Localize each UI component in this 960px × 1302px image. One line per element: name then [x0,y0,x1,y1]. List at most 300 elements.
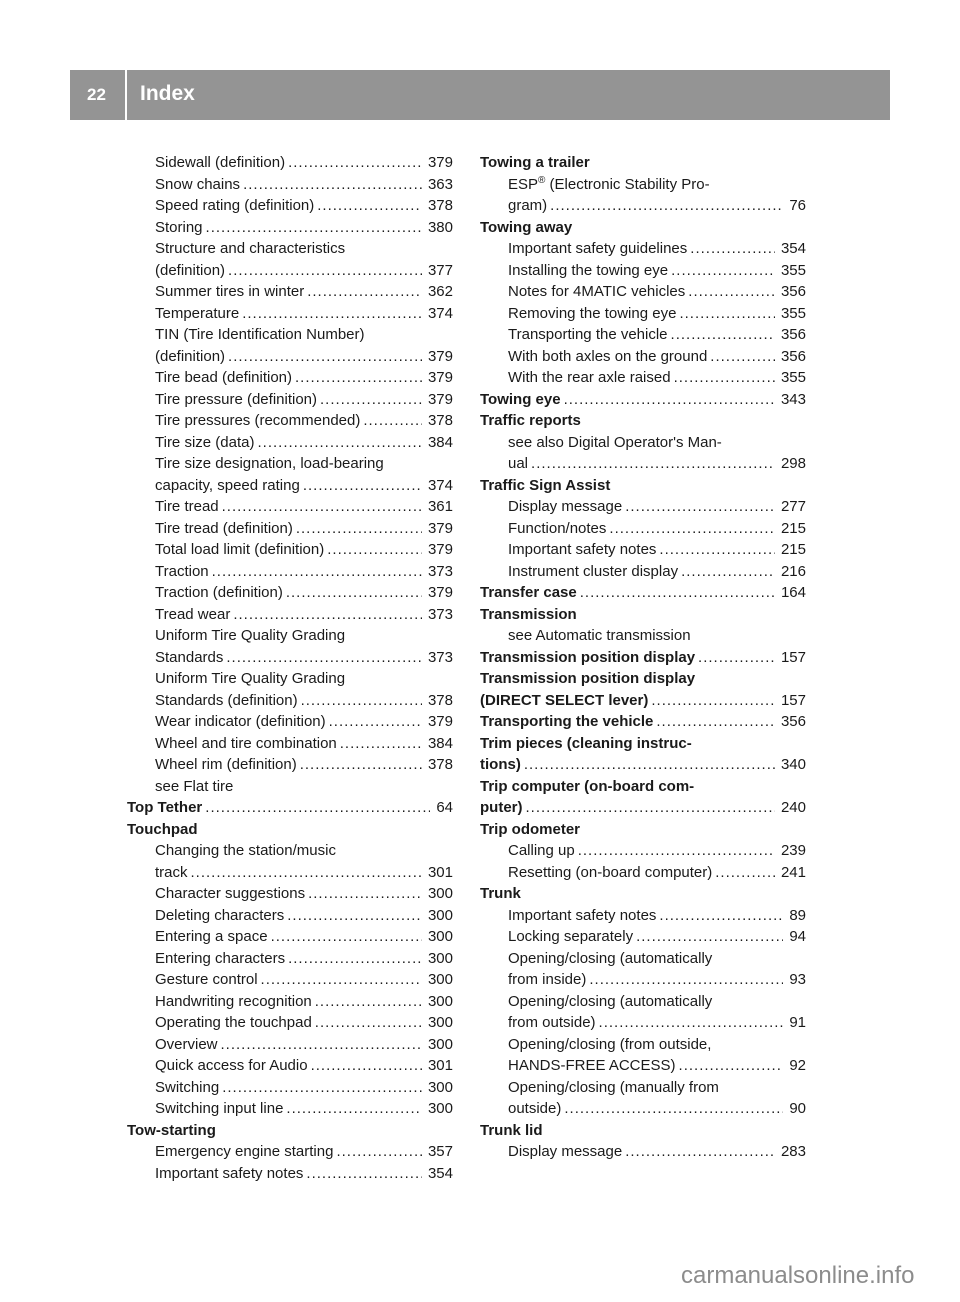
index-heading [480,733,806,755]
index-entry [480,539,806,561]
page-reference[interactable]: 300 [427,906,453,924]
entry-text-group [155,152,285,174]
entry-text-group [480,819,580,841]
index-heading [480,389,806,411]
page-reference[interactable]: 240 [780,799,806,816]
index-entry [127,496,453,518]
page-reference[interactable]: 379 [427,369,453,386]
page-reference[interactable]: 340 [780,756,806,773]
entry-text: Transmission position display [480,648,696,666]
entry-text: track [155,863,188,881]
entry-text-group [155,174,240,196]
dot-leader [710,346,775,368]
index-heading [480,711,806,733]
index-entry [480,174,806,196]
entry-text: (definition) [155,261,226,279]
page-reference[interactable]: 356 [780,326,806,343]
page-reference[interactable]: 355 [780,304,806,322]
index-entry [127,1163,453,1185]
page-reference[interactable]: 384 [427,433,453,451]
index-entry [127,862,453,884]
page-reference[interactable]: 361 [427,498,453,515]
dot-leader [690,238,775,260]
entry-text-group [480,754,521,776]
entry-text-group [155,432,254,454]
index-entry [480,260,806,282]
entry-text: Instrument cluster display [508,562,679,580]
index-entry [127,475,453,497]
index-heading [480,668,806,690]
entry-text: see also Digital Operator's Man- [508,433,722,451]
index-entry [480,1055,806,1077]
entry-text: Uniform Tire Quality Grading [155,627,346,644]
page-reference[interactable]: 89 [789,906,806,924]
dot-leader [228,346,422,368]
dot-leader [625,1141,775,1163]
entry-text-group [155,453,384,475]
entry-text-group [480,582,577,604]
entry-text: Important safety notes [508,541,657,558]
page-reference[interactable]: 239 [780,842,806,859]
index-column-right [480,152,806,1163]
entry-text-group [508,905,656,927]
page-reference[interactable]: 277 [780,498,806,515]
entry-text-group [155,1098,283,1120]
page-reference[interactable]: 378 [427,197,453,214]
dot-leader [300,754,422,776]
entry-text-group [155,475,300,497]
page-reference[interactable]: 378 [427,691,453,709]
index-heading [480,604,806,626]
page-reference[interactable]: 380 [427,218,453,236]
dot-leader [651,690,775,712]
index-entry [127,668,453,690]
page-reference[interactable]: 357 [427,1143,453,1160]
entry-text: outside) [508,1100,562,1117]
entry-text-group [508,432,722,454]
page-reference[interactable]: 298 [780,455,806,472]
dot-leader [261,969,422,991]
entry-text-group [155,754,297,776]
page-reference[interactable]: 157 [780,648,806,666]
entry-text: Standards [155,648,224,666]
page-reference[interactable]: 94 [789,928,806,945]
entry-text-group [508,625,691,647]
entry-text: Temperature [155,304,240,322]
dot-leader [674,367,775,389]
index-entry [480,303,806,325]
dot-leader [564,1098,783,1120]
entry-text-group [155,625,345,647]
dot-leader [317,195,422,217]
page-reference[interactable]: 241 [780,863,806,881]
index-entry [127,754,453,776]
entry-text: (Electronic Stability Pro- [545,175,710,193]
entry-text-group [155,303,239,325]
entry-text: (DIRECT SELECT lever) [480,691,649,709]
index-entry [127,453,453,475]
entry-text: Towing a trailer [480,154,590,171]
entry-text: from inside) [508,971,587,988]
dot-leader [656,711,775,733]
entry-text: Tow-starting [127,1121,216,1139]
index-entry [127,174,453,196]
entry-text-group [155,582,283,604]
index-heading [480,1120,806,1142]
dot-leader [286,1098,422,1120]
dot-leader [288,948,422,970]
dot-leader [306,1163,422,1185]
page-reference[interactable]: 301 [427,1057,453,1074]
entry-text-group [508,1098,561,1120]
entry-text-group [480,668,695,690]
page-reference[interactable]: 379 [427,347,453,365]
entry-text-group [155,969,258,991]
entry-text-group [155,518,293,540]
watermark: carmanualsonline.info [681,1262,915,1289]
entry-text: Opening/closing (automatically [508,992,713,1010]
index-entry [127,238,453,260]
dot-leader [671,260,775,282]
entry-text-group [508,969,586,991]
entry-text: Important safety notes [508,906,657,924]
dot-leader [296,518,422,540]
entry-text: Traffic Sign Assist [480,476,611,494]
page-reference[interactable]: 356 [780,713,806,730]
entry-text: Trunk [480,885,521,902]
index-entry [480,238,806,260]
index-entry [127,346,453,368]
index-entry [480,367,806,389]
index-entry [127,152,453,174]
entry-text: tions) [480,756,521,773]
dot-leader [589,969,783,991]
page-reference[interactable]: 379 [427,390,453,408]
entry-text-group [155,840,336,862]
entry-text-group [155,668,345,690]
page-reference[interactable]: 164 [780,584,806,601]
entry-text: Switching input line [155,1100,284,1117]
index-entry [127,281,453,303]
dot-leader [599,1012,784,1034]
entry-text: Trim pieces (cleaning instruc- [480,734,692,752]
entry-text-group [155,346,225,368]
dot-leader [659,905,783,927]
entry-text: (definition) [155,347,226,365]
entry-text-group [508,1034,711,1056]
page-reference[interactable]: 373 [427,562,453,580]
index-entry [480,346,806,368]
page-reference[interactable]: 379 [427,519,453,537]
page-reference[interactable]: 300 [427,1078,453,1096]
index-entry [127,991,453,1013]
entry-text-group [155,238,345,260]
entry-text: Snow chains [155,175,241,193]
dot-leader [688,281,775,303]
index-entry [480,496,806,518]
dot-leader [311,1055,422,1077]
page-reference[interactable]: 374 [427,476,453,494]
entry-text: Storing [155,218,203,236]
page-reference[interactable]: 379 [427,713,453,730]
page-reference[interactable]: 362 [427,283,453,300]
entry-text-group [155,1141,333,1163]
dot-leader [226,647,422,669]
entry-text: Entering characters [155,949,286,967]
dot-leader [257,432,421,454]
entry-text-group [155,733,337,755]
page-reference[interactable]: 378 [427,412,453,429]
index-entry [127,410,453,432]
entry-text: Notes for 4MATIC vehicles [508,283,686,300]
entry-text-group [480,217,572,239]
page-reference[interactable]: 300 [427,1035,453,1053]
entry-text: Character suggestions [155,885,306,902]
dot-leader [222,496,422,518]
page-reference[interactable]: 379 [427,541,453,558]
dot-leader [578,840,775,862]
index-heading [480,819,806,841]
entry-text-group [155,1012,312,1034]
entry-text: With both axles on the ground [508,347,708,365]
page-reference[interactable]: 300 [427,885,453,902]
page-reference[interactable]: 374 [427,304,453,322]
entry-text-group [155,883,305,905]
index-entry [127,840,453,862]
entry-text-group [155,1077,219,1099]
page-reference[interactable]: 92 [789,1057,806,1074]
dot-leader [287,905,422,927]
dot-leader [636,926,783,948]
entry-text-group [508,1141,622,1163]
entry-text-group [508,281,685,303]
entry-text: Wheel rim (definition) [155,756,297,773]
index-entry [127,1055,453,1077]
entry-text: Tire bead (definition) [155,369,293,386]
entry-text: Important safety notes [155,1164,304,1182]
page-reference[interactable]: 384 [427,734,453,752]
dot-leader [329,711,422,733]
entry-text: Opening/closing (from outside, [508,1035,712,1053]
index-entry [127,625,453,647]
dot-leader [564,389,775,411]
entry-text: Opening/closing (manually from [508,1078,719,1096]
entry-text: Changing the station/music [155,842,336,859]
entry-text-group [508,840,575,862]
entry-text: ESP [508,175,539,193]
page-reference[interactable]: 373 [427,605,453,623]
dot-leader [233,604,422,626]
page-reference[interactable]: 354 [427,1164,453,1182]
index-entry [480,1012,806,1034]
page-reference[interactable]: 283 [780,1143,806,1160]
dot-leader [681,561,775,583]
entry-text: Towing away [480,218,573,236]
entry-text-group [155,367,292,389]
index-entry [127,733,453,755]
dot-leader [271,926,422,948]
entry-text: Transporting the vehicle [508,326,668,343]
page-reference[interactable]: 90 [789,1100,806,1117]
entry-text: Overview [155,1035,218,1053]
page-reference[interactable]: 300 [427,928,453,945]
page-reference[interactable]: 216 [780,562,806,580]
entry-text: Resetting (on-board computer) [508,863,713,881]
entry-text: Tread wear [155,605,231,623]
index-entry [480,453,806,475]
dot-leader [243,174,422,196]
page-reference[interactable]: 356 [780,347,806,365]
page-reference[interactable]: 379 [427,584,453,601]
dot-leader [301,690,422,712]
page-reference[interactable]: 300 [427,992,453,1010]
entry-text: Tire pressures (recommended) [155,412,361,429]
entry-text: Traction [155,562,209,580]
dot-leader [671,324,775,346]
page-reference[interactable]: 215 [780,541,806,558]
page-reference[interactable]: 76 [789,197,806,214]
page-reference[interactable]: 300 [427,1100,453,1117]
entry-text-group [480,152,590,174]
page-reference[interactable]: 378 [427,756,453,773]
dot-leader [286,582,422,604]
entry-text-group [480,475,610,497]
entry-text: Uniform Tire Quality Grading [155,670,346,687]
index-heading [127,1120,453,1142]
entry-text-group [508,1055,676,1077]
index-entry [127,217,453,239]
page-reference[interactable]: 379 [427,154,453,171]
entry-text-group [155,260,225,282]
page-reference[interactable]: 355 [780,261,806,279]
page-reference[interactable]: 91 [789,1014,806,1031]
entry-text-group [155,539,324,561]
index-entry [480,518,806,540]
page-reference[interactable]: 215 [780,519,806,537]
header-divider [125,70,127,120]
page-reference[interactable]: 343 [780,390,806,408]
entry-text-group [480,733,692,755]
page-reference[interactable]: 373 [427,648,453,666]
index-entry [127,604,453,626]
entry-text: Function/notes [508,519,607,537]
entry-text: With the rear axle raised [508,369,671,386]
dot-leader [531,453,775,475]
index-entry [127,539,453,561]
index-entry [480,432,806,454]
entry-text: Sidewall (definition) [155,154,286,171]
page-reference[interactable]: 356 [780,283,806,300]
page-reference[interactable]: 300 [427,1014,453,1031]
entry-text: from outside) [508,1014,596,1031]
entry-text: TIN (Tire Identification Number) [155,326,365,343]
entry-text: Operating the touchpad [155,1014,312,1031]
dot-leader [221,1034,422,1056]
index-heading [480,152,806,174]
entry-text: Tire size (data) [155,433,255,451]
page-reference[interactable]: 64 [436,799,453,816]
index-heading [480,475,806,497]
entry-text: Transmission position display [480,670,696,687]
dot-leader [526,797,775,819]
entry-text-group [155,711,326,733]
index-heading [480,690,806,712]
index-heading [480,647,806,669]
entry-text: Entering a space [155,928,268,945]
entry-text: Tire size designation, load-bearing [155,455,384,472]
index-heading [127,797,453,819]
entry-text: gram) [508,197,548,214]
entry-text-group [155,926,268,948]
page-reference[interactable]: 157 [780,691,806,709]
page-number: 22 [87,85,106,104]
page-reference[interactable]: 355 [780,369,806,386]
index-entry [480,926,806,948]
dot-leader [288,152,422,174]
entry-text: Transporting the vehicle [480,713,654,730]
dot-leader [212,561,422,583]
index-entry [127,647,453,669]
page-reference[interactable]: 93 [789,971,806,988]
page-reference[interactable]: 354 [780,240,806,257]
index-entry [127,711,453,733]
entry-text-group [155,776,233,798]
dot-leader [609,518,775,540]
page-reference[interactable]: 300 [427,971,453,988]
index-entry [127,518,453,540]
index-entry [127,1141,453,1163]
page-reference[interactable]: 301 [427,863,453,881]
dot-leader [315,991,422,1013]
page-reference[interactable]: 300 [427,949,453,967]
entry-text: see Automatic transmission [508,627,691,644]
entry-text: Total load limit (definition) [155,541,325,558]
entry-text: Installing the towing eye [508,261,669,279]
dot-leader [340,733,422,755]
index-entry [480,840,806,862]
page-reference[interactable]: 363 [427,175,453,193]
entry-text: Switching [155,1078,220,1096]
entry-text-group [155,281,304,303]
index-entry [480,969,806,991]
entry-text-group [508,496,622,518]
dot-leader [679,303,775,325]
entry-text: Emergency engine starting [155,1143,334,1160]
entry-text: Wheel and tire combination [155,734,337,752]
page-reference[interactable]: 377 [427,261,453,279]
entry-text-group [508,518,606,540]
entry-text: ual [508,455,529,472]
entry-text-group [508,238,687,260]
section-title: Index [140,82,195,105]
dot-leader [222,1077,422,1099]
entry-text-group [155,1163,303,1185]
entry-text: Locking separately [508,928,634,945]
entry-text-group [508,926,633,948]
entry-text-group [508,453,528,475]
entry-text-group [508,367,671,389]
entry-text-group [155,647,223,669]
dot-leader [307,281,422,303]
entry-text-group [508,346,707,368]
index-entry [480,991,806,1013]
entry-text-group [508,195,547,217]
entry-text: Removing the towing eye [508,304,677,322]
index-entry [127,367,453,389]
entry-text: Trip odometer [480,820,581,838]
index-entry [127,1034,453,1056]
entry-text: Traction (definition) [155,584,283,601]
